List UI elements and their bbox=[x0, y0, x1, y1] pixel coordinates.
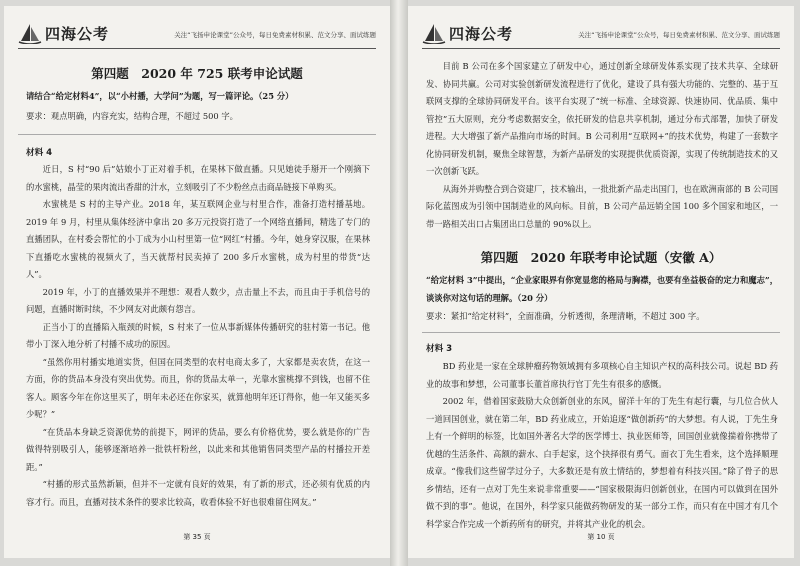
question-title: 第四题 2020 年 725 联考申论试题 bbox=[91, 66, 303, 81]
material-label: 材料 4 bbox=[26, 148, 53, 158]
paragraph: 2019 年，小丁的直播效果并不理想：观看人数少，点击量上不去，而且由于手机信号的问题，直播时断时续，不少网友对此颇有怨言。 bbox=[26, 286, 370, 314]
sail-logo-icon bbox=[18, 22, 42, 44]
paragraph: BD 药业是一家在全球肿瘤药物领域拥有多项核心自主知识产权的高科技公司。说起 BD 药业的故事和梦想，公司董事长董首席执行官丁先生有很多的感慨。 bbox=[426, 361, 778, 389]
logo bbox=[18, 22, 109, 44]
question-text: 请结合“给定材料4”，以“小村播，大学问”为题，写一篇评论。（25 分） bbox=[26, 91, 294, 101]
page-number: 第 35 页 bbox=[183, 533, 211, 541]
divider bbox=[422, 332, 780, 333]
paragraph: 正当小丁的直播陷入瓶颈的时候，S 村来了一位从事新媒体传播研究的驻村第一书记。他带小丁深入地分析了村播不成功的原因。 bbox=[26, 321, 370, 349]
paragraph: 近日，S 村“90 后”姑娘小丁正对着手机，在果林下做直播。只见她徒手掰开一个刚摘下的水蜜桃，晶莹的果肉流出香甜的汁水，立刻吸引了不少粉丝点击商品链接下单购买。 bbox=[26, 164, 370, 192]
requirements-text: 要求：紧扣“给定材料”，全面准确，分析透彻，条理清晰，不超过 300 字。 bbox=[426, 311, 705, 321]
material-body bbox=[426, 358, 778, 533]
paragraph: “村播的形式虽然新颖，但并不一定就有良好的效果，有了新的形式，还必须有优质的内容才行。而且，直播对技术条件的要求比较高，收看体验不好也很难留住网友。” bbox=[26, 479, 370, 507]
paragraph: 水蜜桃是 S 村的主导产业。2018 年，某互联网企业与村里合作，准备打造村播基地。2019 年 9 月，村里从集体经济中拿出 20 多万元投资打造了一个网络直播间，精选了专门的直播团队，在村委会帮忙的小丁成为小山村里第一位“网红”村播。今年，她身穿汉服，在果林下直播吃水蜜桃的视频火了，当天就帮村民卖掉了 200 多斤水蜜桃，成为村里的带货“达人”。 bbox=[26, 199, 370, 279]
header-slogan: 关注“飞扬申论课堂”公众号，每日免费素材积累、范文分享、面试练题 bbox=[174, 31, 376, 39]
logo bbox=[422, 22, 513, 44]
header-slogan: 关注“飞扬申论课堂”公众号，每日免费素材积累、范文分享、面试练题 bbox=[578, 31, 780, 39]
page-number: 第 10 页 bbox=[587, 533, 615, 541]
sail-logo-icon bbox=[422, 22, 446, 44]
left-header bbox=[18, 22, 376, 49]
logo-text: 四海公考 bbox=[449, 24, 514, 43]
right-page bbox=[408, 6, 794, 558]
paragraph: 目前 B 公司在多个国家建立了研发中心，通过创新全球研发体系实现了技术共享、全球研发、协同共赢。公司对实验创新研发流程进行了优化，建设了具有强大功能的、完整的、基于互联网支撑的全球协同研发平台。该平台实现了“统一标准、全球资源、快速协同、优品质、集中管控”五大原则，充分考虑数据安全，依托研发的信息共享机制，通过分布式部署，加快了研发进程。大大增强了新产品推向市场的时间。B 公司利用“互联网+”的技术优势，构建了一套数字化协同研发机制，聚焦全球智慧，为新产品研发的实现提供优质资源，实现了传统制造技术的又一次创新飞跃。 bbox=[426, 61, 778, 176]
question-title: 第四题 2020 年联考申论试题（安徽 A） bbox=[480, 250, 722, 265]
book-gutter bbox=[390, 0, 408, 566]
divider bbox=[18, 134, 376, 135]
logo-text: 四海公考 bbox=[45, 24, 110, 43]
requirements-text: 要求：观点明确，内容充实，结构合理，不超过 500 字。 bbox=[26, 111, 238, 121]
paragraph: “虽然你用村播实地道实货，但国在同类型的农村电商太多了，大家都是卖农货，在这一方面，你的货品本身没有突出优势。而且，你的货品太单一，光靠水蜜桃撑不到钱，也留不住客人。顾客今年在你这里买了，明年未必还在你家买，就算他明年还订得你，他一年又能买多少呢？” bbox=[26, 356, 370, 419]
paragraph: “在货品本身缺乏资源优势的前提下，网评的货品，要么有价格优势，要么就是你的广告做得特别吸引人，能够逐渐培养一批铁杆粉丝，以此来和其他销售同类型产品的村播拉开差距。” bbox=[26, 426, 370, 472]
material-label: 材料 3 bbox=[426, 344, 453, 354]
paragraph: 从海外并购整合到合资建厂，技术输出，一批批新产品走出国门，也在欧洲南部的 B 公司国际化蓝图成为引领中国制造业的风向标。目前，B 公司产品远销全国 100 多个国家和地区，一带一路相关出口占集团出口总量的 90%以上。 bbox=[426, 183, 778, 229]
right-header bbox=[422, 22, 780, 49]
continued-material bbox=[426, 58, 778, 233]
paragraph: 2002 年，借着国家鼓励大众创新创业的东风，留洋十年的丁先生有起行囊，与几位合伙人一道回国创业，就在第二年，BD 药业成立，开始追逐“做创新药”的大梦想。有人说，丁先生身上有一个鲜明的标签，比如国外著名大学的医学博士、执业医师等，回国创业就像揣着你携带了优越的生活条件、高额的薪水、白手起家，这个抉择很有勇气。面衣丁先生看来，这个选择顺理成章。“像我们这些留学过分子，大多数还是有放土情结的，梦想着有科技兴国。”除了骨子的思乡情结，还有一点对丁先生来说非常重要——“国家极限海归创新创业，在国内可以做到在国外做不到的事”。他说，在国外，科学家只能做药物研发的某一部分工作，而只有在中国才有几个科学家合作完成一个新药所有的研究，并将其产业化的机会。 bbox=[426, 396, 778, 529]
left-page bbox=[4, 6, 390, 558]
material-body bbox=[26, 161, 370, 511]
question-text: “给定材料 3”中提出，“企业家眼界有你宽显您的格局与胸襟，也要有坐益极奋的定力和魔志”，谈谈你对这句话的理解。（20 分） bbox=[426, 275, 778, 303]
